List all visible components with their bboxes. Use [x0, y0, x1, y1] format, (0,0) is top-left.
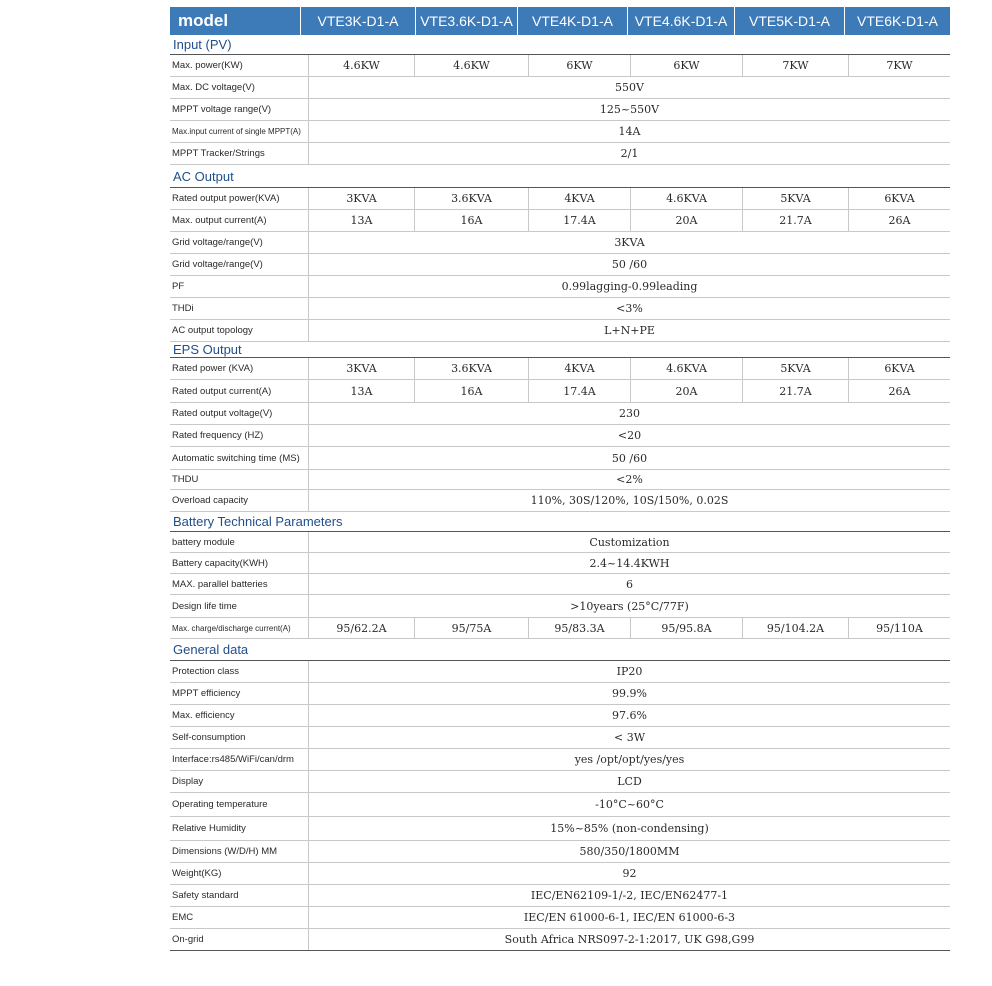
model-header-vte6k-d1-a: VTE6K-D1-A: [844, 7, 950, 35]
row-label: THDU: [172, 474, 199, 485]
row-value-vte4k-d1-a: 6KW: [528, 55, 630, 76]
table-row: [170, 661, 950, 683]
section-title-general-data: General data: [170, 639, 950, 661]
row-value-all-models: L+N+PE: [308, 320, 950, 341]
row-label: Dimensions (W/D/H) MM: [172, 846, 278, 857]
row-value-all-models: 110%, 30S/120%, 10S/150%, 0.02S: [308, 490, 950, 511]
row-value-all-models: IEC/EN 61000-6-1, IEC/EN 61000-6-3: [308, 907, 950, 928]
row-value-all-models: 14A: [308, 121, 950, 142]
row-label: Rated frequency (HZ): [172, 430, 264, 441]
table-header-row: [170, 7, 950, 35]
row-label: Grid voltage/range(V): [172, 259, 263, 270]
row-label: Rated output current(A): [172, 385, 272, 397]
row-label: Grid voltage/range(V): [172, 237, 263, 248]
table-row: [170, 99, 950, 121]
row-label: Rated output voltage(V): [172, 408, 273, 419]
row-value-all-models: 50 /60: [308, 447, 950, 469]
row-value-vte6k-d1-a: 95/110A: [848, 618, 950, 638]
row-label: Max. efficiency: [172, 710, 235, 721]
table-row: [170, 793, 950, 817]
row-value-vte6k-d1-a: 6KVA: [848, 358, 950, 379]
row-value-all-models: 2.4~14.4KWH: [308, 553, 950, 573]
row-label: On-grid: [172, 934, 204, 945]
row-value-vte4k-d1-a: 4KVA: [528, 188, 630, 209]
table-row: [170, 817, 950, 841]
row-value-vte3-6k-d1-a: 3.6KVA: [414, 358, 528, 379]
row-label: Automatic switching time (MS): [172, 452, 300, 464]
row-label: Protection class: [172, 666, 240, 677]
table-body: [170, 35, 950, 951]
table-row: [170, 907, 950, 929]
row-label: Max. power(KW): [172, 60, 243, 71]
row-label: Display: [172, 776, 204, 787]
section-title-input-pv: Input (PV): [170, 35, 950, 55]
table-row: [170, 705, 950, 727]
row-value-all-models: <2%: [308, 470, 950, 489]
row-value-all-models: >10years (25°C/77F): [308, 595, 950, 617]
row-value-vte3k-d1-a: 13A: [308, 210, 414, 231]
row-value-vte3-6k-d1-a: 16A: [414, 210, 528, 231]
table-row: [170, 210, 950, 232]
row-value-vte5k-d1-a: 21.7A: [742, 210, 848, 231]
row-value-vte6k-d1-a: 26A: [848, 210, 950, 231]
row-label: Weight(KG): [172, 868, 222, 879]
row-value-all-models: <3%: [308, 298, 950, 319]
table-row: [170, 595, 950, 618]
section-title-battery-technical-parameters: Battery Technical Parameters: [170, 512, 950, 532]
table-row: [170, 863, 950, 885]
row-label: THDi: [172, 303, 194, 314]
row-label: Safety standard: [172, 890, 239, 901]
row-value-all-models: 15%~85% (non-condensing): [308, 817, 950, 840]
table-row: [170, 298, 950, 320]
row-value-vte4-6k-d1-a: 95/95.8A: [630, 618, 742, 638]
row-label: Design life time: [172, 600, 237, 612]
table-row: [170, 885, 950, 907]
row-value-all-models: 99.9%: [308, 683, 950, 704]
row-value-vte5k-d1-a: 95/104.2A: [742, 618, 848, 638]
table-row: [170, 532, 950, 553]
table-row: [170, 143, 950, 165]
table-row: [170, 749, 950, 771]
row-value-vte6k-d1-a: 6KVA: [848, 188, 950, 209]
table-row: [170, 841, 950, 863]
row-label: MPPT voltage range(V): [172, 104, 272, 115]
row-label: Max. charge/discharge current(A): [172, 623, 291, 633]
row-value-all-models: 2/1: [308, 143, 950, 164]
row-value-all-models: 0.99lagging-0.99leading: [308, 276, 950, 297]
row-value-vte3k-d1-a: 3KVA: [308, 358, 414, 379]
row-value-vte4-6k-d1-a: 20A: [630, 210, 742, 231]
row-value-vte6k-d1-a: 7KW: [848, 55, 950, 76]
model-header-vte3k-d1-a: VTE3K-D1-A: [300, 7, 415, 35]
row-value-vte5k-d1-a: 7KW: [742, 55, 848, 76]
row-value-vte4k-d1-a: 17.4A: [528, 380, 630, 402]
table-row: [170, 574, 950, 595]
table-row: [170, 380, 950, 403]
table-row: [170, 188, 950, 210]
model-header-vte5k-d1-a: VTE5K-D1-A: [734, 7, 844, 35]
row-value-vte4-6k-d1-a: 6KW: [630, 55, 742, 76]
row-label: Relative Humidity: [172, 823, 246, 834]
row-value-vte5k-d1-a: 5KVA: [742, 188, 848, 209]
row-value-vte4k-d1-a: 17.4A: [528, 210, 630, 231]
table-row: [170, 121, 950, 143]
table-row: [170, 727, 950, 749]
row-value-vte3k-d1-a: 3KVA: [308, 188, 414, 209]
row-value-vte3-6k-d1-a: 95/75A: [414, 618, 528, 638]
model-header-label: model: [178, 11, 229, 30]
row-label: Max.input current of single MPPT(A): [172, 127, 301, 136]
model-header-vte4-6k-d1-a: VTE4.6K-D1-A: [627, 7, 734, 35]
row-value-all-models: 230: [308, 403, 950, 424]
row-value-vte3k-d1-a: 4.6KW: [308, 55, 414, 76]
table-row: [170, 320, 950, 342]
table-row: [170, 55, 950, 77]
table-row: [170, 470, 950, 490]
row-value-vte3k-d1-a: 95/62.2A: [308, 618, 414, 638]
row-value-vte4-6k-d1-a: 4.6KVA: [630, 358, 742, 379]
row-value-vte3-6k-d1-a: 3.6KVA: [414, 188, 528, 209]
table-row: [170, 771, 950, 793]
table-row: [170, 77, 950, 99]
row-value-all-models: -10°C~60°C: [308, 793, 950, 816]
row-label: Rated output power(KVA): [172, 193, 280, 204]
row-value-vte3-6k-d1-a: 4.6KW: [414, 55, 528, 76]
table-row: [170, 929, 950, 951]
row-value-all-models: 50 /60: [308, 254, 950, 275]
table-row: [170, 553, 950, 574]
table-row: [170, 232, 950, 254]
row-value-vte3-6k-d1-a: 16A: [414, 380, 528, 402]
row-value-vte4k-d1-a: 4KVA: [528, 358, 630, 379]
row-value-all-models: LCD: [308, 771, 950, 792]
row-label: Operating temperature: [172, 799, 268, 810]
row-label: AC output topology: [172, 325, 253, 336]
row-value-vte4k-d1-a: 95/83.3A: [528, 618, 630, 638]
table-row: [170, 403, 950, 425]
table-row: [170, 447, 950, 470]
model-header-vte4k-d1-a: VTE4K-D1-A: [517, 7, 627, 35]
row-value-all-models: 6: [308, 574, 950, 594]
row-label: EMC: [172, 912, 194, 923]
row-label: PF: [172, 281, 185, 292]
row-label: Max. output current(A): [172, 215, 267, 226]
table-row: [170, 683, 950, 705]
table-row: [170, 254, 950, 276]
row-value-all-models: 97.6%: [308, 705, 950, 726]
row-value-all-models: 92: [308, 863, 950, 884]
row-value-all-models: yes /opt/opt/yes/yes: [308, 749, 950, 770]
row-value-vte4-6k-d1-a: 20A: [630, 380, 742, 402]
row-value-vte4-6k-d1-a: 4.6KVA: [630, 188, 742, 209]
row-value-vte5k-d1-a: 5KVA: [742, 358, 848, 379]
table-row: [170, 425, 950, 447]
row-value-vte3k-d1-a: 13A: [308, 380, 414, 402]
row-value-all-models: < 3W: [308, 727, 950, 748]
row-value-all-models: IEC/EN62109-1/-2, IEC/EN62477-1: [308, 885, 950, 906]
row-label: Battery capacity(KWH): [172, 557, 269, 569]
table-row: [170, 276, 950, 298]
row-value-all-models: Customization: [308, 532, 950, 552]
row-label: battery module: [172, 536, 235, 548]
table-row: [170, 358, 950, 380]
row-label: MAX. parallel batteries: [172, 578, 268, 590]
row-label: Overload capacity: [172, 495, 249, 506]
row-value-all-models: IP20: [308, 661, 950, 682]
row-value-all-models: 580/350/1800MM: [308, 841, 950, 862]
row-value-all-models: 3KVA: [308, 232, 950, 253]
section-title-eps-output: EPS Output: [170, 342, 950, 358]
table-row: [170, 490, 950, 512]
row-value-vte6k-d1-a: 26A: [848, 380, 950, 402]
row-value-vte5k-d1-a: 21.7A: [742, 380, 848, 402]
table-row: [170, 618, 950, 639]
section-title-ac-output: AC Output: [170, 165, 950, 188]
row-value-all-models: South Africa NRS097-2-1:2017, UK G98,G99: [308, 929, 950, 950]
row-value-all-models: 125~550V: [308, 99, 950, 120]
row-value-all-models: 550V: [308, 77, 950, 98]
row-value-all-models: <20: [308, 425, 950, 446]
row-label: Max. DC voltage(V): [172, 82, 255, 93]
row-label: Self-consumption: [172, 732, 246, 743]
row-label: MPPT Tracker/Strings: [172, 148, 265, 159]
model-header-vte3-6k-d1-a: VTE3.6K-D1-A: [415, 7, 517, 35]
row-label: MPPT efficiency: [172, 688, 241, 699]
row-label: Rated power (KVA): [172, 363, 254, 374]
spec-table: [170, 7, 950, 951]
row-label: Interface:rs485/WiFi/can/drm: [172, 754, 294, 765]
